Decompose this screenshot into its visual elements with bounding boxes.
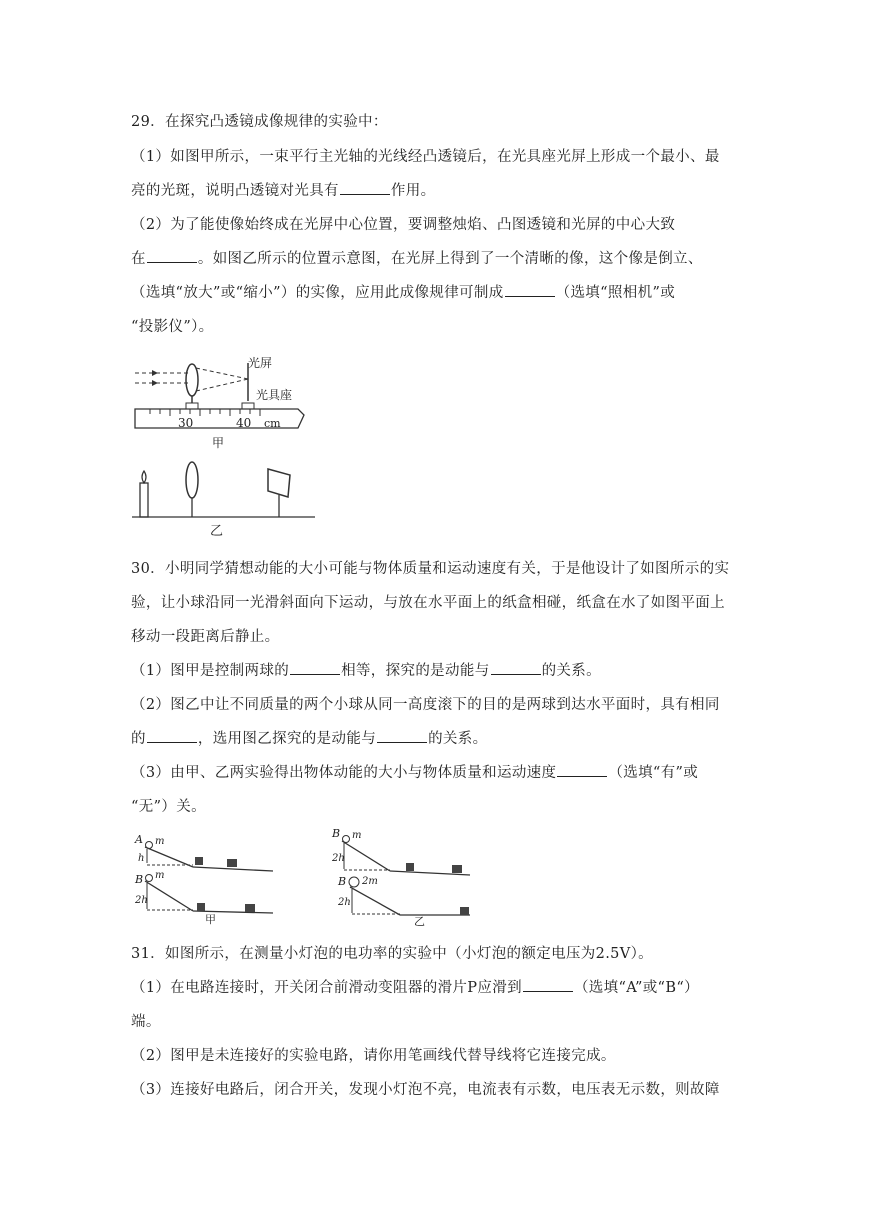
tick-30: 30 [178,416,194,430]
unit-cm: cm [264,417,281,430]
answer-blank[interactable] [290,662,340,675]
answer-blank[interactable] [523,979,573,992]
label-B: B [332,827,341,840]
q30-line2: 验，让小球沿同一光滑斜面向下运动，与放在水平面上的纸盒相碰，纸盒在水了如图平面上 [131,595,725,611]
screen-label: 光屏 [248,356,273,370]
label-m: m [155,870,165,881]
answer-blank[interactable] [147,730,197,743]
q30-line3: 移动一段距离后静止。 [131,629,280,645]
label-2h: 2h [135,895,148,906]
label-B: B [338,875,347,888]
bench-label: 光具座 [256,388,293,402]
q29-part2-line1: （2）为了能使像始终成在光屏中心位置，要调整烛焰、凸图透镜和光屏的中心大致 [131,217,676,233]
label-2m: 2m [362,876,378,887]
q29-part2-line3: （选填“放大”或“缩小”）的实像，应用此成像规律可制成 （选填“照相机”或 [131,285,676,301]
q31-part1-line2: 端。 [131,1014,161,1030]
label-A: A [135,833,143,846]
label-2h: 2h [332,853,345,864]
q31-part1-line1: （1）在电路连接时，开关闭合前滑动变阻器的滑片P应滑到 （选填“A”或“B“） [131,980,699,996]
answer-blank[interactable] [377,730,427,743]
optical-bench-figure [130,353,310,453]
fig-caption-jia: 甲 [205,913,216,925]
q30-part1: （1）图甲是控制两球的 相等，探究的是动能与 的关系。 [131,663,601,679]
answer-blank[interactable] [340,182,390,195]
label-h: h [138,853,145,864]
candle-lens-screen-figure [130,455,320,540]
q30-part2-line2: 的 ，选用图乙探究的是动能与 的关系。 [131,731,488,747]
answer-blank[interactable] [147,250,197,263]
answer-blank[interactable] [505,284,555,297]
fig-caption-yi: 乙 [414,915,425,927]
answer-blank[interactable] [557,764,607,777]
label-m: m [155,836,165,847]
label-2h: 2h [338,897,351,908]
q30-title: 30．小明同学猜想动能的大小可能与物体质量和运动速度有关，于是他设计了如图所示的实 [131,561,730,577]
ramp-figure-jia [133,833,283,925]
label-B: B [135,873,144,886]
q29-part1-line2: 亮的光斑，说明凸透镜对光具有 作用。 [131,183,436,199]
q31-part2: （2）图甲是未连接好的实验电路，请你用笔画线代替导线将它连接完成。 [131,1048,616,1064]
fig-caption-yi: 乙 [210,524,224,539]
tick-40: 40 [236,416,252,430]
label-m: m [352,830,362,841]
ramp-figure-yi [330,827,480,927]
q29-part1-line1: （1）如图甲所示，一束平行主光轴的光线经凸透镜后，在光具座光屏上形成一个最小、最 [131,149,720,165]
q30-part3-line2: “无”）关。 [131,799,206,815]
answer-blank[interactable] [491,662,541,675]
q29-part2-line2: 在 。如图乙所示的位置示意图，在光屏上得到了一个清晰的像，这个像是倒立、 [131,251,703,267]
q31-part3: （3）连接好电路后，闭合开关，发现小灯泡不亮，电流表有示数，电压表无示数，则故障 [131,1082,720,1098]
q29-part2-line4: “投影仪”）。 [131,319,214,335]
q29-title: 29．在探究凸透镜成像规律的实验中： [131,114,388,130]
fig-caption-jia: 甲 [212,436,225,450]
q30-part2-line1: （2）图乙中让不同质量的两个小球从同一高度滚下的目的是两球到达水平面时，具有相同 [131,697,720,713]
q30-part3-line1: （3）由甲、乙两实验得出物体动能的大小与物体质量和运动速度 （选填“有”或 [131,765,699,781]
q31-title: 31．如图所示，在测量小灯泡的电功率的实验中（小灯泡的额定电压为2.5V）。 [131,946,654,962]
